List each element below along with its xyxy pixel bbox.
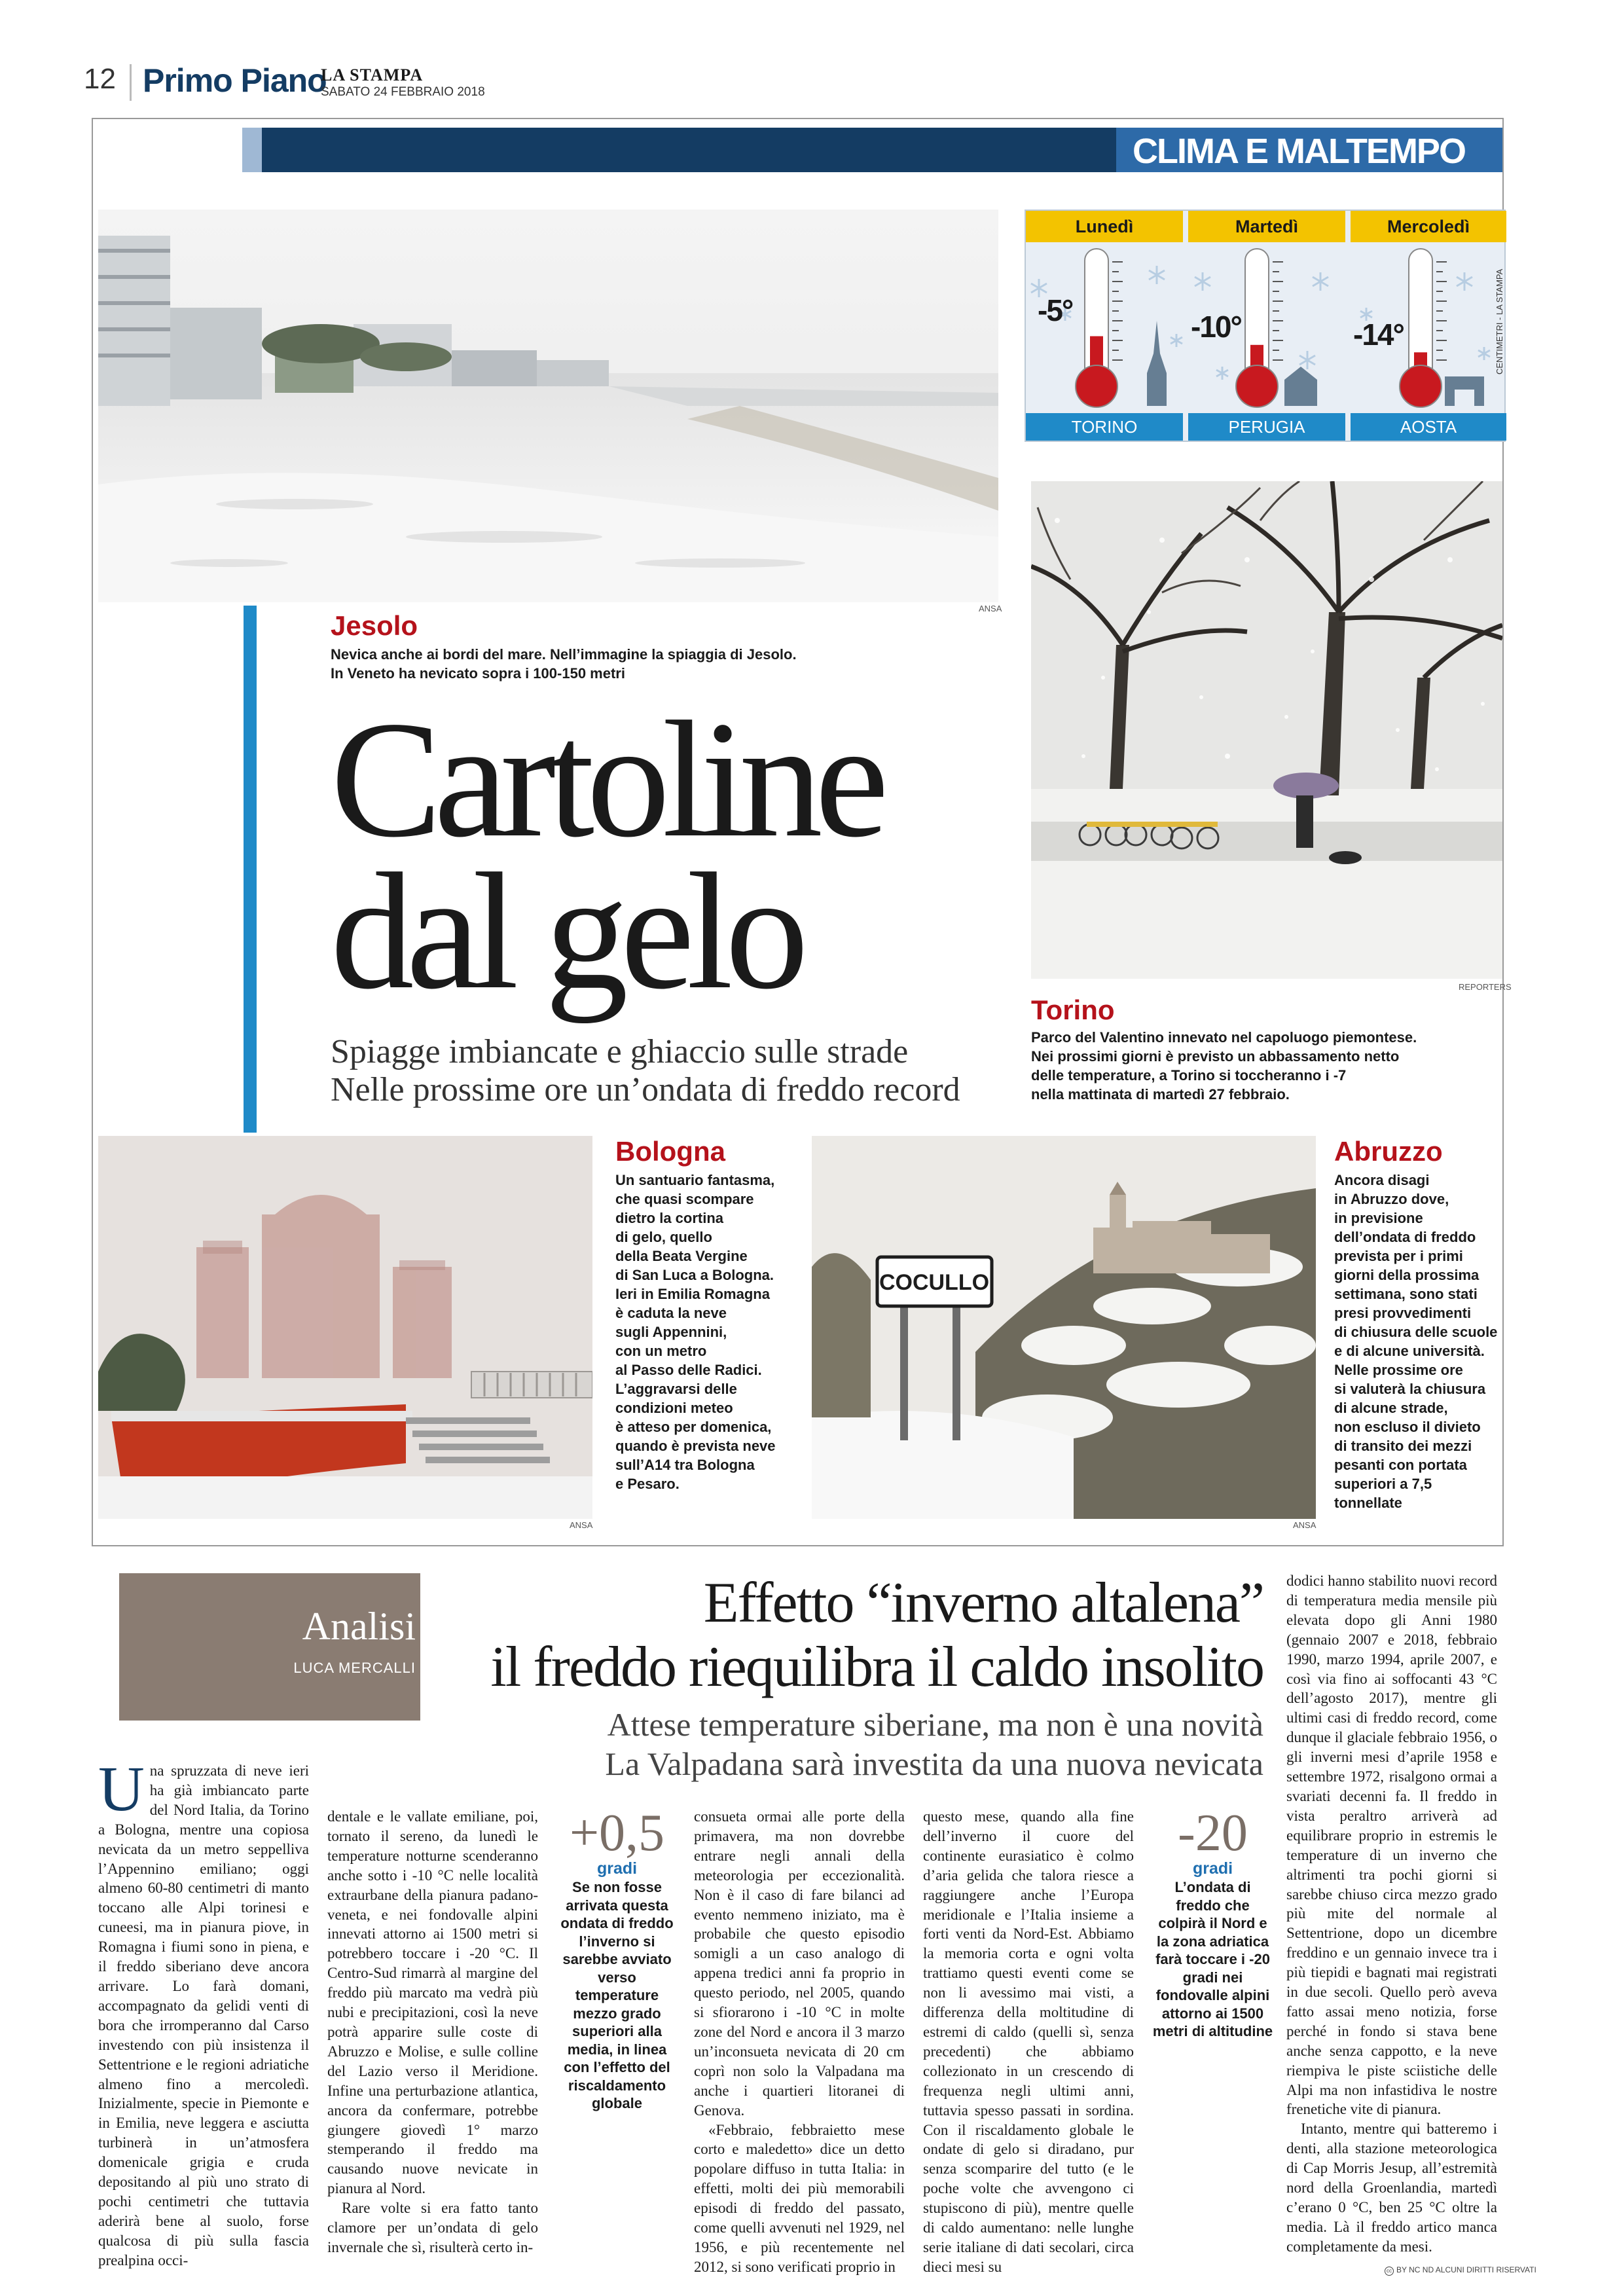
caption-bologna	[615, 1171, 825, 1493]
caption-jesolo	[331, 645, 920, 683]
mole-antonelliana-icon	[1147, 321, 1167, 406]
road-sign-text: COCULLO	[879, 1270, 990, 1295]
caption-line: pesanti con portata	[1334, 1457, 1467, 1473]
caption-line: quando è prevista neve	[615, 1438, 776, 1454]
headline-accent-bar	[244, 606, 257, 1133]
masthead: LA STAMPA	[321, 65, 424, 84]
headline-line-2: dal gelo	[331, 839, 801, 1024]
caption-line: tonnellate	[1334, 1495, 1402, 1511]
photo-credit-torino: REPORTERS	[1459, 982, 1512, 992]
caption-line: si valuterà la chiusura	[1334, 1381, 1486, 1397]
caption-title-torino: Torino	[1031, 994, 1115, 1025]
caption-line: è caduta la neve	[615, 1305, 727, 1321]
abruzzo-cocullo-image	[812, 1136, 1316, 1519]
caption-line: Nei prossimi giorni è previsto un abbassamento netto	[1031, 1048, 1400, 1065]
article-column-1	[98, 1754, 309, 2272]
license-note	[1385, 2265, 1536, 2276]
article-paragraph: «Febbraio, febbraietto mese corto e maledetto» dice un detto popolare diffuso in tutta Italia: in effetti, molti dei più memorabili episodi di freddo del passato, come quelli avvenuti nel 1929, nel 1956, e più recentemente nel 2012, si sono verificati proprio in	[694, 2121, 905, 2275]
stat-description: L’ondata di freddo che colpirà il Nord e la zona adriatica farà toccare i -20 gradi nei fondovalle alpini attorno ai 1500 metri di altitudine	[1152, 1879, 1273, 2039]
issue-date: SABATO 24 FEBBRAIO 2018	[321, 85, 485, 99]
stat-number: -20	[1178, 1804, 1248, 1862]
day-label-wednesday: Mercoledì	[1351, 211, 1506, 242]
caption-line: dell’ondata di freddo	[1334, 1229, 1476, 1245]
analysis-author: LUCA MERCALLI	[293, 1660, 416, 1676]
thermometer-panel	[1025, 210, 1506, 442]
headline-line-1: Cartoline	[331, 687, 881, 872]
drop-cap: U	[98, 1754, 145, 1825]
caption-line: in previsione	[1334, 1210, 1423, 1226]
caption-line: in Abruzzo dove,	[1334, 1191, 1449, 1207]
caption-torino	[1031, 1028, 1502, 1104]
city-label-torino: TORINO	[1026, 413, 1183, 441]
article-paragraph: dentale e le vallate emiliane, poi, tornato il sereno, da lunedì le temperature notturne scenderanno anche sotto i -10 °C nelle località extraurbane della pianura padano-veneta, e nei fondovalle alpini innevati attorno ai 1500 metri si potrebbero toccare i -20 °C. Il Centro-Sud rimarrà al margine del freddo più marcato ma vedrà più nubi e precipitazioni, così la neve potrà apparire sulle coste di Abruzzo e Molise, e sulle colline del Lazio verso il Meridione. Infine una perturbazione atlantica, ancora da confermare, potrebbe giungere giovedì 1° marzo stemperando il freddo ma causando nuove nevicate in pianura al Nord.	[327, 1808, 538, 2197]
analysis-subheadline	[452, 1705, 1263, 1783]
caption-line: Nevica anche ai bordi del mare. Nell’immagine la spiaggia di Jesolo.	[331, 646, 797, 663]
frame-left-rule	[92, 118, 93, 1545]
caption-line: Parco del Valentino innevato nel capoluogo piemontese.	[1031, 1029, 1417, 1046]
caption-line: giorni della prossima	[1334, 1267, 1480, 1283]
bologna-sanctuary-image	[98, 1136, 592, 1519]
caption-line: è atteso per domenica,	[615, 1419, 772, 1435]
caption-line: settimana, sono stati	[1334, 1286, 1478, 1302]
thermometer-aosta	[1400, 249, 1447, 407]
article-paragraph: Rare volte si era fatto tanto clamore per un’ondata di gelo invernale che sì, risulterà certo in-	[327, 2200, 538, 2255]
caption-line: L’aggravarsi delle	[615, 1381, 737, 1397]
license-text: BY NC ND ALCUNI DIRITTI RISERVATI	[1396, 2265, 1536, 2274]
caption-line: di gelo, quello	[615, 1229, 712, 1245]
caption-line: Un santuario fantasma,	[615, 1172, 775, 1188]
caption-abruzzo	[1334, 1171, 1501, 1512]
article-paragraph: questo mese, quando alla fine dell’inverno il cuore del continente eurasiatico è colmo d’aria gelida che talora riesce a raggiungere anche l’Europa meridionale e l’Italia insieme a forti venti da Nord-Est. Abbiamo la memoria corta e ogni volta trattiamo questi eventi come se non li avessimo mai visti, a differenza della moltitudine di estremi di caldo (quelli sì, senza precedenti) che abbiamo collezionato in un crescendo di frequenza negli ultimi anni, tuttavia spesso passati in sordina. Con il riscaldamento globale le ondate di gelo si diradano, pur senza scomparire del tutto (e le poche volte che avvengono ci stupiscono di più), mentre quelle di caldo aumentano: nelle lunghe serie italiane di dati secolari, circa dieci mesi su	[923, 1808, 1134, 2275]
photo-credit-jesolo: ANSA	[979, 604, 1002, 613]
day-label-monday: Lunedì	[1026, 211, 1183, 242]
article-text: na spruzzata di neve ieri ha già imbiancato parte del Nord Italia, da Torino a Bologna, mentre una copiosa nevicata da un metro seppelliva l’Appennino emiliano; oggi almeno 60-80 centimetri di manto toccano alle Alpi torinesi e cuneesi, ma in pianura piove, in Romagna i fiumi sono in piena, e il freddo siberiano deve ancora arrivare. Lo farà domani, accompagnato da gelidi venti di bora che irromperanno dal Carso investendo con più insistenza il Settentrione e le regioni adriatiche almeno fino a mercoledì. Inizialmente, specie in Piemonte e in Emilia, neve leggera e asciutta turbinerà in un’atmosfera domenicale grigia e cruda depositando al più uno strato di pochi centimetri che tuttavia aderirà bene al suolo, forse qualcosa di più sulla fascia prealpina occi-	[98, 1762, 309, 2269]
stat-box-plus-half	[556, 1804, 678, 2113]
caption-line: di transito dei mezzi	[1334, 1438, 1472, 1454]
caption-line: In Veneto ha nevicato sopra i 100-150 metri	[331, 665, 625, 682]
article-paragraph: consueta ormai alle porte della primavera, ma non dovrebbe entrare negli annali della meteorologia per eccezionalità. Non è il caso di fare bilanci ad evento nemmeno iniziato, ma è probabile che questo episodio somigli a un caso analogo di appena tredici anni fa proprio in questo periodo, nel 2005, quando si sfiorarono i -10 °C in molte zone del Nord e ancora il 3 marzo un’inconsueta nevicata di 20 cm coprì non solo la Valpadana ma anche i quartieri litoranei di Genova.	[694, 1808, 905, 2119]
article-paragraph: dodici hanno stabilito nuovi record di temperatura media mensile più elevata dopo gli Anni 1980 (gennaio 2007 e 2018, febbraio 1990, marzo 1994, aprile 2007, e così via fino ai soffocanti 43 °C dell’agosto 2017), mentre gli ultimi casi di freddo record, come dunque il glaciale febbraio 1956, o gli inverni mesi d’aprile 1958 e settembre 1972, risalgono ormai a svariati decenni fa. Il freddo in vista peraltro arriverà ad equilibrare proprio in estremis le temperature di un inverno che altrimenti tra pochi giorni si sarebbe chiuso circa mezzo grado più mite del normale al Settentrione, dopo un dicembre freddino e un gennaio invece tra i più tiepidi e bagnati mai registrati in due secoli. Quello però aveva fatto assai meno notizia, forse perché in fondo si stava bene anche senza cappotto, e la neve riempiva le piste sciistiche delle Alpi ma non infastidiva le nostre frenetiche vite di pianura.	[1286, 1573, 1497, 2118]
jesolo-beach-image	[98, 210, 998, 602]
perugia-icon	[1284, 367, 1317, 406]
analysis-headline	[452, 1571, 1263, 1700]
subheadline-line-1: Spiagge imbiancate e ghiaccio sulle strade	[331, 1033, 909, 1070]
caption-line: di San Luca a Bologna.	[615, 1267, 774, 1283]
cc-icon: cc	[1385, 2267, 1394, 2276]
caption-line: presi provvedimenti	[1334, 1305, 1472, 1321]
caption-line: di alcune strade,	[1334, 1400, 1448, 1416]
article-column-4	[923, 1807, 1134, 2275]
article-paragraph: Intanto, mentre qui batteremo i denti, alla stazione meteorologica di Cap Morris Jesup, all’estremità nord della Groenlandia, martedì c’erano 0 °C, ben 25 °C oltre la media. Là il freddo artico manca completamente da mesi.	[1286, 2121, 1497, 2255]
analysis-subheadline-line-2: La Valpadana sarà investita da una nuova nevicata	[605, 1745, 1263, 1782]
main-subheadline	[331, 1033, 960, 1109]
person-icon	[1296, 795, 1313, 848]
banner-accent	[242, 128, 262, 172]
dog-icon	[1329, 851, 1362, 864]
caption-line: condizioni meteo	[615, 1400, 733, 1416]
article-column-3	[694, 1807, 905, 2275]
city-label-perugia: PERUGIA	[1188, 413, 1345, 441]
caption-line: Ieri in Emilia Romagna	[615, 1286, 770, 1302]
umbrella-icon	[1273, 773, 1339, 799]
thermometer-torino	[1076, 249, 1123, 407]
section-title: Primo Piano	[143, 62, 327, 99]
subheadline-line-2: Nelle prossime ore un’ondata di freddo record	[331, 1071, 960, 1108]
caption-line: superiori a 7,5	[1334, 1476, 1432, 1492]
caption-line: e di alcune università.	[1334, 1343, 1485, 1359]
caption-line: sull’A14 tra Bologna	[615, 1457, 755, 1473]
caption-line: dietro la cortina	[615, 1210, 724, 1226]
article-column-2	[327, 1807, 538, 2272]
stat-description: Se non fosse arrivata questa ondata di freddo l’inverno si sarebbe avviato verso temperature mezzo grado superiori alla media, in linea con l’effetto del riscaldamento globale	[560, 1879, 674, 2111]
photo-torino	[1031, 481, 1502, 979]
caption-title-abruzzo: Abruzzo	[1334, 1136, 1443, 1167]
analysis-label: Analisi	[302, 1605, 416, 1648]
caption-line: che quasi scompare	[615, 1191, 754, 1207]
caption-line: delle temperature, a Torino si toccheranno i -7	[1031, 1067, 1347, 1084]
stat-unit: gradi	[596, 1859, 638, 1878]
photo-bologna	[98, 1136, 592, 1519]
analysis-headline-line-2: il freddo riequilibra il caldo insolito	[490, 1635, 1263, 1699]
frame-top-rule	[92, 118, 1502, 119]
caption-line: prevista per i primi	[1334, 1248, 1463, 1264]
temp-perugia: -10°	[1191, 310, 1241, 344]
header-divider	[130, 64, 132, 101]
photo-credit-abruzzo: ANSA	[1293, 1520, 1317, 1530]
analysis-subheadline-line-1: Attese temperature siberiane, ma non è una novità	[607, 1706, 1263, 1743]
analysis-headline-line-1: Effetto “inverno altalena”	[703, 1571, 1263, 1635]
stat-number: +0,5	[569, 1804, 665, 1862]
section-divider	[92, 1545, 1504, 1546]
caption-title-bologna: Bologna	[615, 1136, 725, 1167]
topic-banner-label: CLIMA E MALTEMPO	[1133, 132, 1465, 171]
photo-credit-bologna: ANSA	[570, 1520, 593, 1530]
photo-jesolo	[98, 210, 998, 602]
caption-line: Ancora disagi	[1334, 1172, 1430, 1188]
torino-park-image	[1031, 481, 1502, 979]
caption-line: al Passo delle Radici.	[615, 1362, 762, 1378]
temp-aosta: -14°	[1353, 318, 1404, 352]
caption-line: nella mattinata di martedì 27 febbraio.	[1031, 1086, 1290, 1102]
caption-line: non escluso il divieto	[1334, 1419, 1481, 1435]
caption-line: della Beata Vergine	[615, 1248, 748, 1264]
arco-augusto-icon	[1445, 376, 1484, 406]
thermometer-graphics	[1026, 242, 1507, 416]
caption-line: di chiusura delle scuole	[1334, 1324, 1498, 1340]
caption-line: e Pesaro.	[615, 1476, 680, 1492]
article-column-5	[1286, 1571, 1497, 2259]
graphic-credit: CENTIMETRI - LA STAMPA	[1495, 268, 1504, 374]
caption-line: con un metro	[615, 1343, 707, 1359]
caption-title-jesolo: Jesolo	[331, 610, 418, 641]
day-label-tuesday: Martedì	[1188, 211, 1345, 242]
caption-line: Nelle prossime ore	[1334, 1362, 1463, 1378]
main-headline	[331, 687, 881, 1024]
caption-line: sugli Appennini,	[615, 1324, 727, 1340]
temp-torino: -5°	[1038, 293, 1073, 327]
stat-box-minus-twenty	[1152, 1804, 1273, 2041]
thermometer-perugia	[1236, 249, 1283, 407]
stat-unit: gradi	[1192, 1859, 1233, 1878]
city-label-aosta: AOSTA	[1351, 413, 1506, 441]
photo-abruzzo	[812, 1136, 1316, 1519]
page-number: 12	[84, 63, 116, 95]
